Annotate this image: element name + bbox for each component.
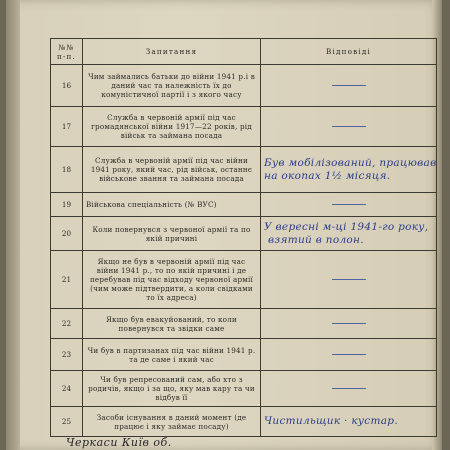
blank-dash bbox=[332, 388, 366, 389]
table-row bbox=[51, 65, 437, 107]
row-number: 21 bbox=[51, 251, 83, 309]
row-answer bbox=[261, 193, 437, 217]
row-question: Служба в червоній армії під час громадянської війни 1917—22 років, рід військ та займана посада bbox=[83, 107, 261, 147]
row-answer bbox=[261, 217, 437, 251]
row-number: 16 bbox=[51, 65, 83, 107]
questionnaire-table bbox=[50, 38, 437, 437]
row-number: 17 bbox=[51, 107, 83, 147]
blank-dash bbox=[332, 204, 366, 205]
blank-dash bbox=[332, 323, 366, 324]
row-answer bbox=[261, 147, 437, 193]
row-question: Чим займались батьки до війни 1941 р.і в даний час та належність їх до комуністичної партії і з якого часу bbox=[83, 65, 261, 107]
header-question: Запитання bbox=[83, 39, 261, 65]
row-number: 19 bbox=[51, 193, 83, 217]
blank-dash bbox=[332, 279, 366, 280]
row-number: 24 bbox=[51, 371, 83, 407]
blank-dash bbox=[332, 126, 366, 127]
table-row bbox=[51, 251, 437, 309]
row-question: Якщо не був в червоній армії під час війни 1941 р., то по якій причині і де перебував під час відходу червоної армії (чим може підтвердити, а коли свідками то їх адреса) bbox=[83, 251, 261, 309]
table-row bbox=[51, 193, 437, 217]
row-question: Чи був репресований сам, або хто з родичів, якщо і за що, яку мав кару та чи відбув її bbox=[83, 371, 261, 407]
handwritten-answer-line: взятий в полон. bbox=[268, 233, 364, 246]
table-row bbox=[51, 339, 437, 371]
handwritten-answer-line: Був мобілізований, працював bbox=[264, 156, 437, 169]
row-question: Якщо був евакуйований, то коли повернувся та звідки саме bbox=[83, 309, 261, 339]
table-row bbox=[51, 309, 437, 339]
row-answer bbox=[261, 107, 437, 147]
row-answer bbox=[261, 371, 437, 407]
row-number: 23 bbox=[51, 339, 83, 371]
table-row bbox=[51, 371, 437, 407]
blank-dash bbox=[332, 354, 366, 355]
blank-dash bbox=[332, 85, 366, 86]
header-answer: Відповіді bbox=[261, 39, 437, 65]
row-question: Чи був в партизанах під час війни 1941 р. та де саме і який час bbox=[83, 339, 261, 371]
row-number: 22 bbox=[51, 309, 83, 339]
row-answer bbox=[261, 251, 437, 309]
row-question: Військова спеціальність (№ ВУС) bbox=[83, 193, 261, 217]
handwritten-answer-line: Чистильщик · кустар. bbox=[264, 415, 398, 427]
header-number: №№ п-п. bbox=[51, 39, 83, 65]
table-header-row bbox=[51, 39, 437, 65]
handwritten-answer-line: на окопах 1½ місяця. bbox=[264, 169, 391, 182]
table-row bbox=[51, 107, 437, 147]
table-row bbox=[51, 217, 437, 251]
page-binding bbox=[6, 0, 20, 450]
row-answer bbox=[261, 407, 437, 437]
row-answer bbox=[261, 339, 437, 371]
row-question: Служба в червоній армії під час війни 1941 року, який час, рід військ, останнє військове звання та займана посада bbox=[83, 147, 261, 193]
row-number: 25 bbox=[51, 407, 83, 437]
document-page bbox=[6, 0, 442, 450]
row-number: 20 bbox=[51, 217, 83, 251]
row-question: Коли повернувся з червоної армії та по якій причині bbox=[83, 217, 261, 251]
row-number: 18 bbox=[51, 147, 83, 193]
table-row bbox=[51, 407, 437, 437]
handwritten-footer-note: Черкаси Київ об. bbox=[66, 436, 172, 449]
table-row bbox=[51, 147, 437, 193]
handwritten-answer-line: У вересні м-ці 1941-го року, bbox=[264, 220, 429, 233]
row-answer bbox=[261, 309, 437, 339]
row-question: Засоби існування в даний момент (де працює і яку займає посаду) bbox=[83, 407, 261, 437]
row-answer bbox=[261, 65, 437, 107]
